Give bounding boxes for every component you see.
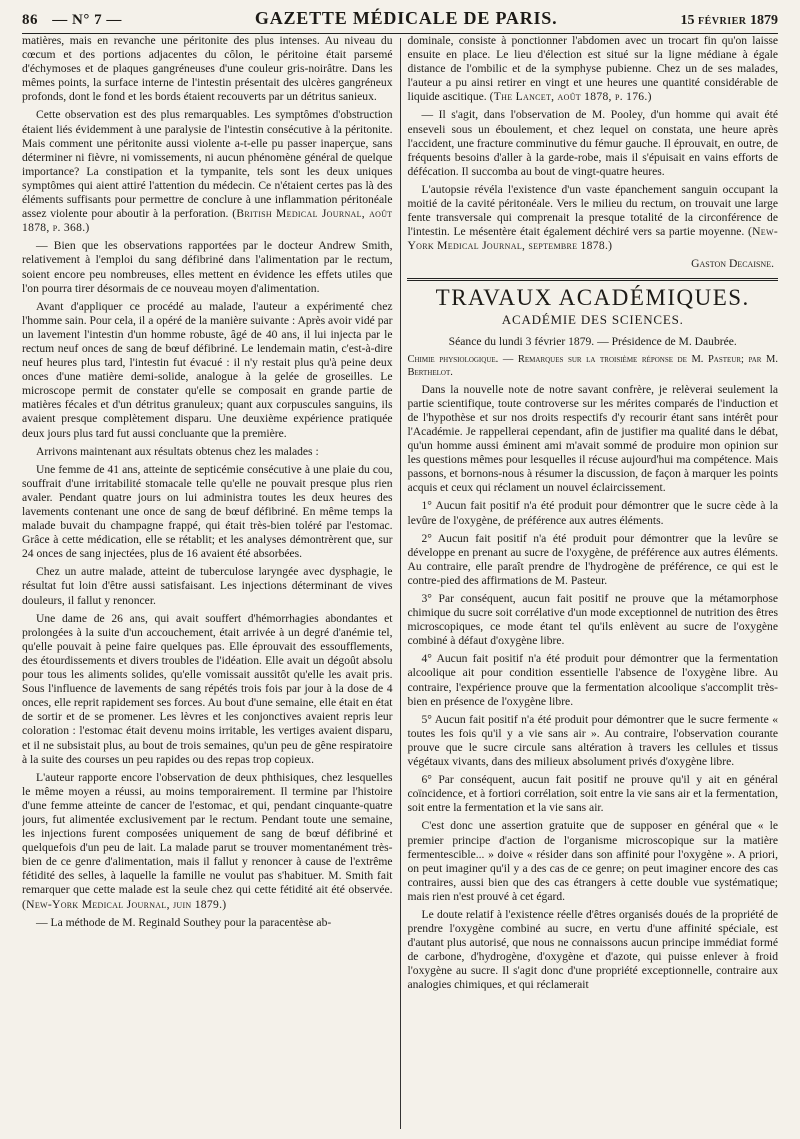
paragraph <box>22 108 393 235</box>
date-year: 1879 <box>750 13 778 28</box>
header-left <box>22 12 132 29</box>
paragraph: 5° Aucun fait positif n'a été produit pour démontrer que le sucre fermente « toutes les fois qu'il y a vie sans air ». Au contraire, l'observation courante prouve que le sucre circule sans altération à travers les cellules et tissus végétaux vivants, dans des milieux absolument privés d'oxygène libre. <box>407 712 778 769</box>
paragraph-text: L'autopsie révéla l'existence d'un vaste épanchement sanguin occupant la moitié de la cavité péritonéale. Vers le milieu du rectum, on trouvait une large fente transversale qui comprenait la presque totalité de la circonférence de l'intestin. Le mésentère était également déchiré vers sa partie moyenne. <box>407 182 778 239</box>
paragraph: matières, mais en revanche une péritonite des plus intenses. Au niveau du cœcum et des portions adjacentes du côlon, le péritoine était parsemé d'échymoses et de plaques gangréneuses d'une couleur gris-noirâtre. Dans les mêmes points, la surface interne de l'intestin présentait des ulcères gangréneux profonds, dont le fond et les bords étaient recouverts par un détritus sanieux. <box>22 34 393 104</box>
paragraph: — Il s'agit, dans l'observation de M. Pooley, d'un homme qui avait été enseveli sous un éboulement, et chez lequel on constata, une heure après l'accident, une fracture comminutive du fémur gauche. Il éprouvait, en outre, de fréquents besoins d'aller à la garde-robe, mais il s'épuisait en vains efforts de défécation. Il succomba au bout de vingt-quatre heures. <box>407 108 778 178</box>
date-day: 15 <box>680 13 695 28</box>
issue-number: — N° 7 — <box>52 12 122 28</box>
section-title: TRAVAUX ACADÉMIQUES. <box>435 284 750 310</box>
session-line: Séance du lundi 3 février 1879. — Présidence de M. Daubrée. <box>448 334 737 348</box>
left-column <box>22 34 400 1129</box>
paragraph: 6° Par conséquent, aucun fait positif ne prouve qu'il y ait en général coïncidence, et à fortiori corrélation, soit entre la vie sans air et la fermentation, soit entre la fermentation et la vie sans air. <box>407 773 778 815</box>
paragraph-text: dominale, consiste à ponctionner l'abdomen avec un trocart fin qu'on laisse ensuite en place. Le lieu d'élection est situé sur la ligne médiane à égale distance de l'ombilic et de la symphyse pubienne. Chez un de ses malades, l'auteur a pu ainsi retirer en vingt et une heures une quantité considérable de liquide ascitique. <box>407 34 778 104</box>
article-heading <box>407 353 778 379</box>
paragraph <box>407 183 778 253</box>
paragraph: Arrivons maintenant aux résultats obtenus chez les malades : <box>36 444 319 458</box>
paragraph: Une dame de 26 ans, qui avait souffert d'hémorrhagies abondantes et prolongées à la suite d'un accouchement, était arrivée à un degré d'anémie tel, qu'elle pouvait à peine faire quelques pas. Elle éprouvait des essoufflements, des étourdissements et divers troubles de l'idéation. Elle avait un dégoût absolu pour tous les aliments solides, qu'elle vomissait aussitôt qu'elle les avait pris. Sous l'influence de lavements de sang répétés trois fois par jour à la dose de 4 onces, elle reprit rapidement ses forces. Au bout d'une semaine, elle était en état de sortir et de se promener. Les lèvres et les conjonctives avaient repris leur coloration : l'estomac était devenu moins irritable, les vertiges avaient disparu, et il ne subsistait plus, au bout de trois semaines, qu'un peu de gêne respiratoire à la suite des courses un peu rapides ou des repas trop copieux. <box>22 611 393 766</box>
paragraph: Avant d'appliquer ce procédé au malade, l'auteur a expérimenté chez l'homme sain. Pour cela, il a opéré de la manière suivante : Après avoir vidé par un lavement l'intestin d'un homme robuste, âgé de 40 ans, il lui injecta par le rectum neuf onces de sang de bœuf défibriné. Le lendemain matin, c'est-à-dire neuf heures plus tard, l'intestin fut évacué : il n'y restait plus qu'à peine deux onces d'une matière demi-solide, analogue à la gelée de groseilles. Le microscope permit de constater qu'elle se composait en grande partie de matières fécales et d'un détritus granuleux; quant aux corpuscules sanguins, ils avaient presque complètement disparu. Une deuxième expérience pratiquée deux jours plus tard fut aussi concluante que la première. <box>22 299 393 440</box>
paragraph: — La méthode de M. Reginald Southey pour la paracentèse ab- <box>36 915 332 929</box>
source-citation: (The Lancet, août 1878, p. 176.) <box>489 90 652 104</box>
paragraph-text: Cette observation est des plus remarquables. Les symptômes d'obstruction étaient liés évidemment à une paralysie de l'intestin consécutive à la péritonite. Mais comment une péritonite aussi violente a-t-elle pu passer inaperçue, sans déterminer ni fièvre, ni vomissements, ni aucun phénomène général de quelque importance? La constipation et la tympanite, tels sont les deux uniques symptômes qui aient attiré l'attention du médecin. Ce n'étaient certes pas là des éléments suffisants pour permettre de conclure à une inflammation péritonéale assez violente pour aboutir à la perforation. <box>22 108 393 221</box>
author-signature: Gaston Decaisne. <box>691 257 774 271</box>
paragraph <box>407 34 778 104</box>
page-number: 86 <box>22 12 38 28</box>
paragraph: 3° Par conséquent, aucun fait positif ne prouve que la métamorphose chimique du sucre soit corrélative d'un mode exceptionnel de nutrition des êtres microscopiques, ce mode étant tel qu'ils enlèvent au sucre de l'oxygène combiné à défaut d'oxygène libre. <box>407 592 778 648</box>
section-divider <box>407 278 778 281</box>
date-month: FÉVRIER <box>697 16 747 27</box>
paragraph: Chez un autre malade, atteint de tuberculose laryngée avec dysphagie, le résultat fut loin d'être aussi satisfaisant. Les injections déterminant de vives douleurs, il fallut y renoncer. <box>22 565 393 607</box>
page-header <box>22 8 778 34</box>
issue-date <box>680 13 778 29</box>
source-citation: (British Medical Journal, août 1878, p. 368.) <box>22 207 393 235</box>
paragraph: C'est donc une assertion gratuite que de supposer en général que « le premier principe d'action de l'organisme microscopique sur la matière fermentescible... » doive « résider dans son affinité pour l'oxygène ». A priori, on peut imaginer qu'il y a des cas de ce genre; on peut imaginer encore des cas contraires, aussi bien que des cas étrangers à cette double vue systématique; mais rien n'est prouvé à cet égard. <box>407 819 778 903</box>
journal-title: GAZETTE MÉDICALE DE PARIS. <box>254 8 558 28</box>
paragraph: Dans la nouvelle note de notre savant confrère, je relèverai seulement la partie scientifique, toute controverse sur les mérites comparés de l'induction et de l'hypothèse et sur nos droits respectifs d'y recourir étant sans intérêt pour l'Académie. Je rappellerai cependant, afin de justifier ma qualité dans le débat, qu'un homme aussi éminent ami m'avait sommé de produire mon opinion sur les questions mêmes pour lesquelles il récuse aujourd'hui ma compétence. Mais passons, et bornons-nous à résumer la discussion, de façon à marquer les points acquis et ceux qui réclament un nouvel éclaircissement. <box>407 382 778 495</box>
paragraph: 2° Aucun fait positif n'a été produit pour démontrer que la levûre se développe en prenant au sucre de l'oxygène, de préférence aux autres éléments. Au contraire, elle paraît prendre de l'hydrogène de préférence, ce qui est le contre-pied des affirmations de M. Pasteur. <box>407 531 778 587</box>
article-heading-text: Chimie physiologique. — Remarques sur la troisième réponse de M. Pasteur; par M. Berthelot. <box>407 353 778 378</box>
paragraph: Le doute relatif à l'existence réelle d'êtres organisés doués de la propriété de prendre l'oxygène combiné au sucre, en vertu d'une affinité spéciale, est d'autant plus autorisé, que nous ne connaissons aucun principe immédiat formé de carbone, d'hydrogène, d'oxygène et d'azote, qui puisse enlever à froid l'oxygène au sucre. Il s'agit donc d'une propriété exceptionnelle, contraire aux analogies chimiques, et qui réclamerait <box>407 907 778 992</box>
right-column <box>400 34 778 1129</box>
paragraph: Une femme de 41 ans, atteinte de septicémie consécutive à une plaie du cou, souffrait d'une irritabilité stomacale telle qu'elle ne pouvait presque plus rien avaler. Pendant quatre jours on lui administra toutes les deux heures des lavements contenant une once de sang de bœuf défibriné. En même temps la malade buvait du champagne frappé, qui était très-bien toléré par l'estomac. Grâce à cette médication, elle se rétablit; et les analyses démontrèrent que, sur 24 onces de sang injectées, plus de 16 avaient été absorbées. <box>22 462 393 561</box>
paragraph <box>22 771 393 912</box>
source-citation: (New-York Medical Journal, juin 1879.) <box>22 897 227 911</box>
source-citation: (New-York Medical Journal, septembre 1878.) <box>407 225 778 253</box>
paragraph-text: L'auteur rapporte encore l'observation de deux phthisiques, chez lesquelles le même moyen a réussi, au moins temporairement. Il termine par l'histoire d'une femme atteinte de cancer de l'estomac, et qui, pendant cinquante-quatre jours, fut alimentée exclusivement par le rectum. Pendant toute une semaine, les injections furent composées uniquement de sang de bœuf défibriné et quelquefois d'un peu de lait. La malade parut se trouver momentanément très-bien de ce genre d'alimentation, mais il fallut y renoncer à cause de l'extrême fétidité des selles, à laquelle la famille ne voulut pas s'habituer. M. Smith fait remarquer que cette malade est la seule chez qui cette fétidité ait été observée. <box>22 770 393 897</box>
subsection-title: ACADÉMIE DES SCIENCES. <box>501 311 684 327</box>
paragraph: 4° Aucun fait positif n'a été produit pour démontrer que la fermentation alcoolique ait pour condition essentielle l'absence de l'oxygène libre. Au contraire, l'expérience prouve que la fermentation alcoolique s'accomplit très-bien en présence de l'oxygène libre. <box>407 652 778 708</box>
paragraph: — Bien que les observations rapportées par le docteur Andrew Smith, relativement à l'emploi du sang défibriné dans l'alimentation par le rectum, soient encore peu nombreuses, elles mettent en évidence les effets utiles que l'on pourra tirer désormais de ce nouveau moyen d'alimentation. <box>22 239 393 295</box>
paragraph: 1° Aucun fait positif n'a été produit pour démontrer que le sucre cède à la levûre de l'oxygène, de préférence aux autres éléments. <box>407 499 778 527</box>
columns <box>22 34 778 1129</box>
